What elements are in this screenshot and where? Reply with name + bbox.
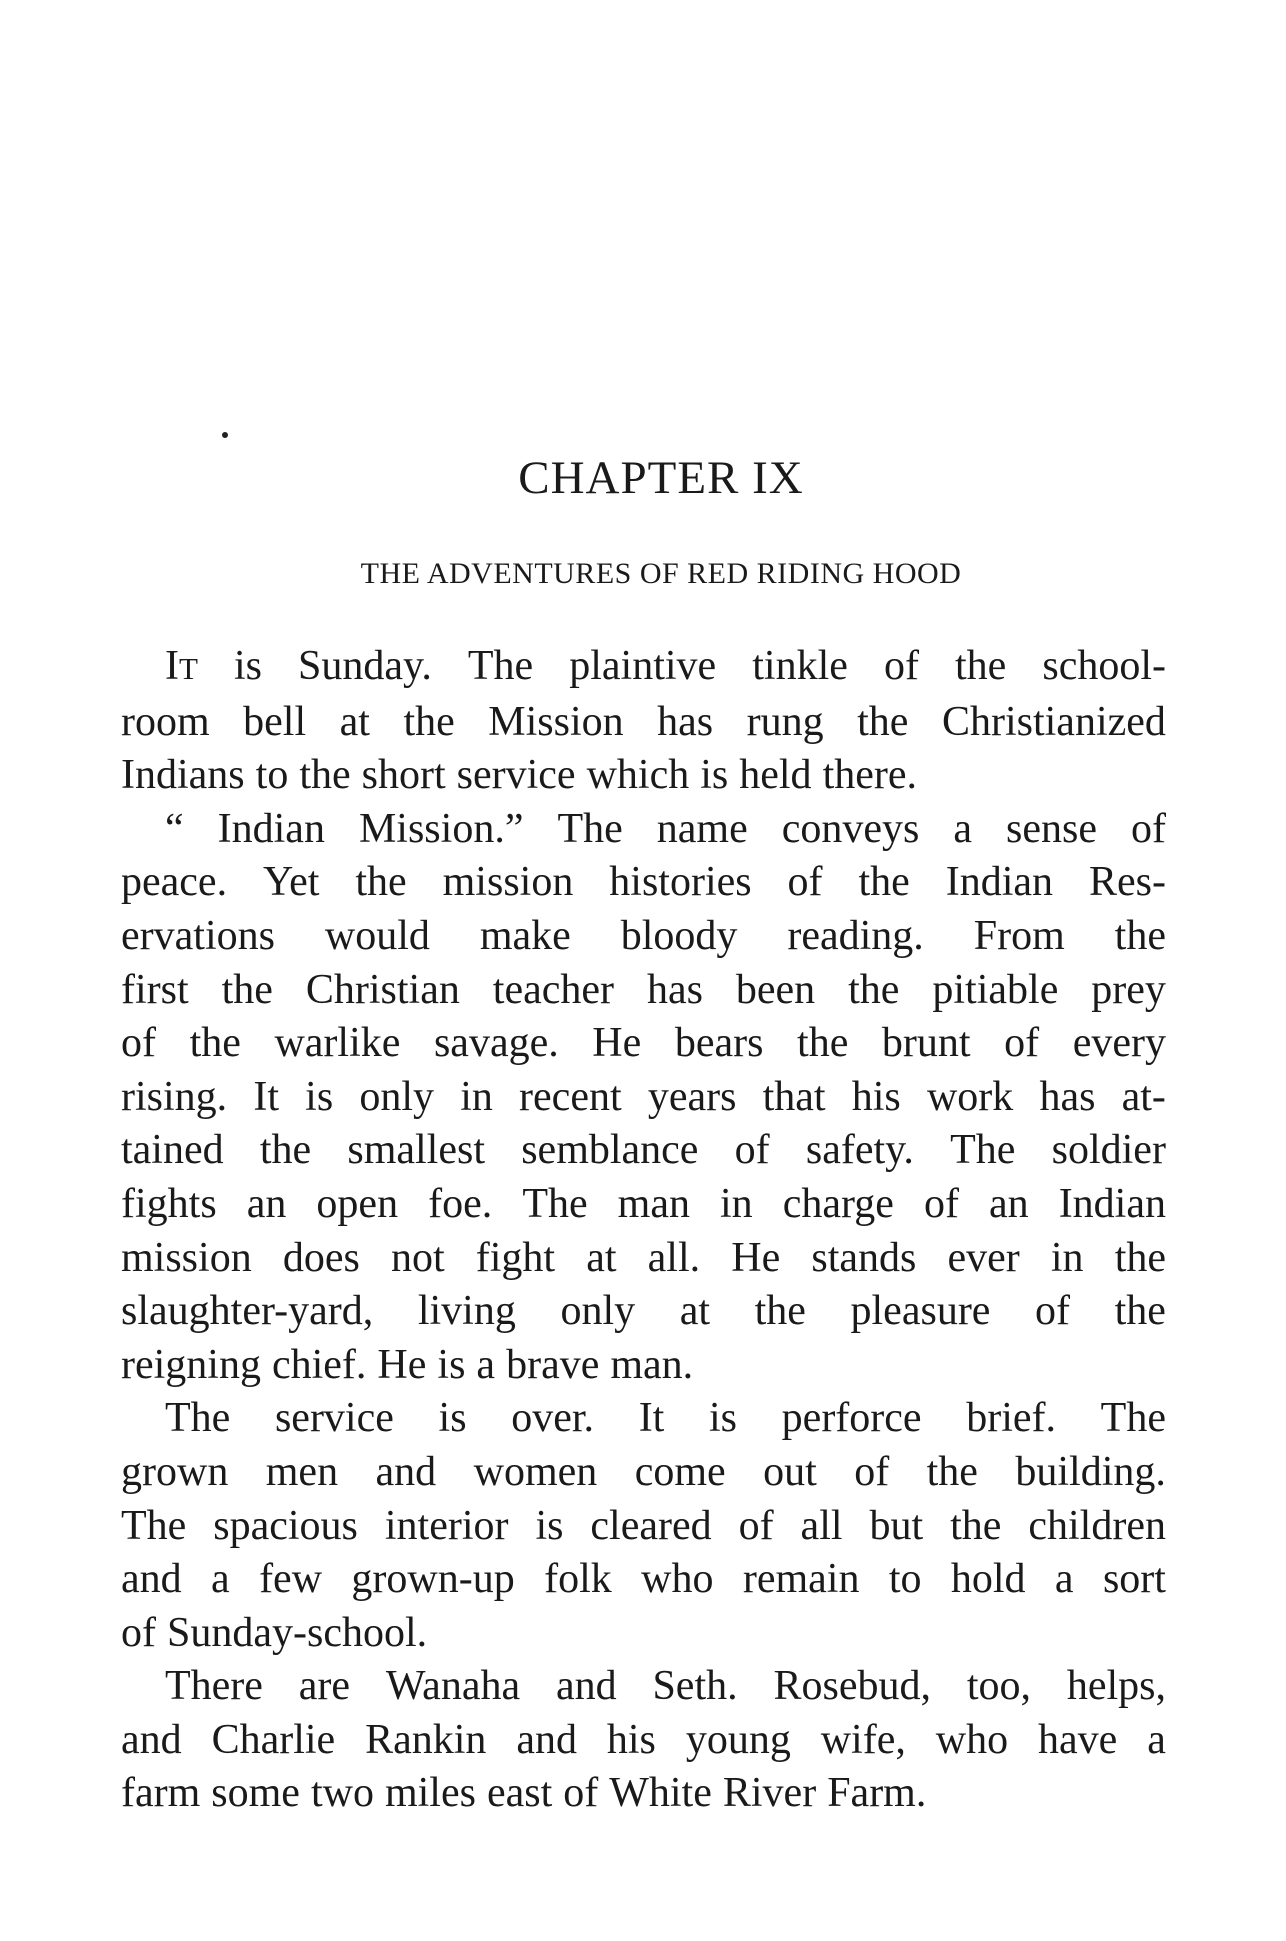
text-line: rising. It is only in recent years that his work has at-: [121, 1073, 1166, 1120]
text-line: There are Wanaha and Seth. Rosebud, too, helps,: [165, 1663, 1166, 1710]
lead-word: IT: [165, 643, 198, 689]
text-line: room bell at the Mission has rung the Christianized: [121, 698, 1166, 745]
text-line: slaughter-yard, living only at the pleasure of the: [121, 1288, 1166, 1335]
text-line: tained the smallest semblance of safety. The soldier: [121, 1127, 1166, 1174]
paragraph: [121, 1660, 1166, 1821]
text-line: mission does not fight at all. He stands ever in the: [121, 1234, 1166, 1281]
text-line: peace. Yet the mission histories of the Indian Res-: [121, 859, 1166, 906]
text-line: and Charlie Rankin and his young wife, who have a: [121, 1716, 1166, 1763]
text-line: of the warlike savage. He bears the brunt of every: [121, 1020, 1166, 1067]
text-line: The service is over. It is perforce brief. The: [165, 1395, 1166, 1442]
text-line: IT is Sunday. The plaintive tinkle of the school-: [121, 640, 1166, 696]
paragraph: [121, 1392, 1166, 1660]
text-line: first the Christian teacher has been the pitiable prey: [121, 966, 1166, 1013]
text-line: “ Indian Mission.” The name conveys a sense of: [165, 805, 1166, 852]
text-line: and a few grown-up folk who remain to hold a sort: [121, 1556, 1166, 1603]
text-line: reigning chief. He is a brave man.: [121, 1341, 694, 1388]
text-line: fights an open foe. The man in charge of an Indian: [121, 1180, 1166, 1227]
chapter-title: CHAPTER IX: [518, 452, 804, 504]
ink-speck: [222, 432, 228, 438]
text-line: grown men and women come out of the building.: [121, 1448, 1166, 1495]
body-text: [121, 640, 1166, 1821]
text-line: of Sunday-school.: [121, 1609, 428, 1656]
text-line: ervations would make bloody reading. From the: [121, 912, 1166, 959]
text-line: Indians to the short service which is held there.: [121, 752, 918, 799]
chapter-subtitle: THE ADVENTURES OF RED RIDING HOOD: [360, 557, 962, 590]
paragraph: [121, 803, 1166, 1393]
text-line: farm some two miles east of White River Farm.: [121, 1770, 927, 1817]
text-line: The spacious interior is cleared of all but the children: [121, 1502, 1166, 1549]
paragraph: [121, 640, 1166, 803]
